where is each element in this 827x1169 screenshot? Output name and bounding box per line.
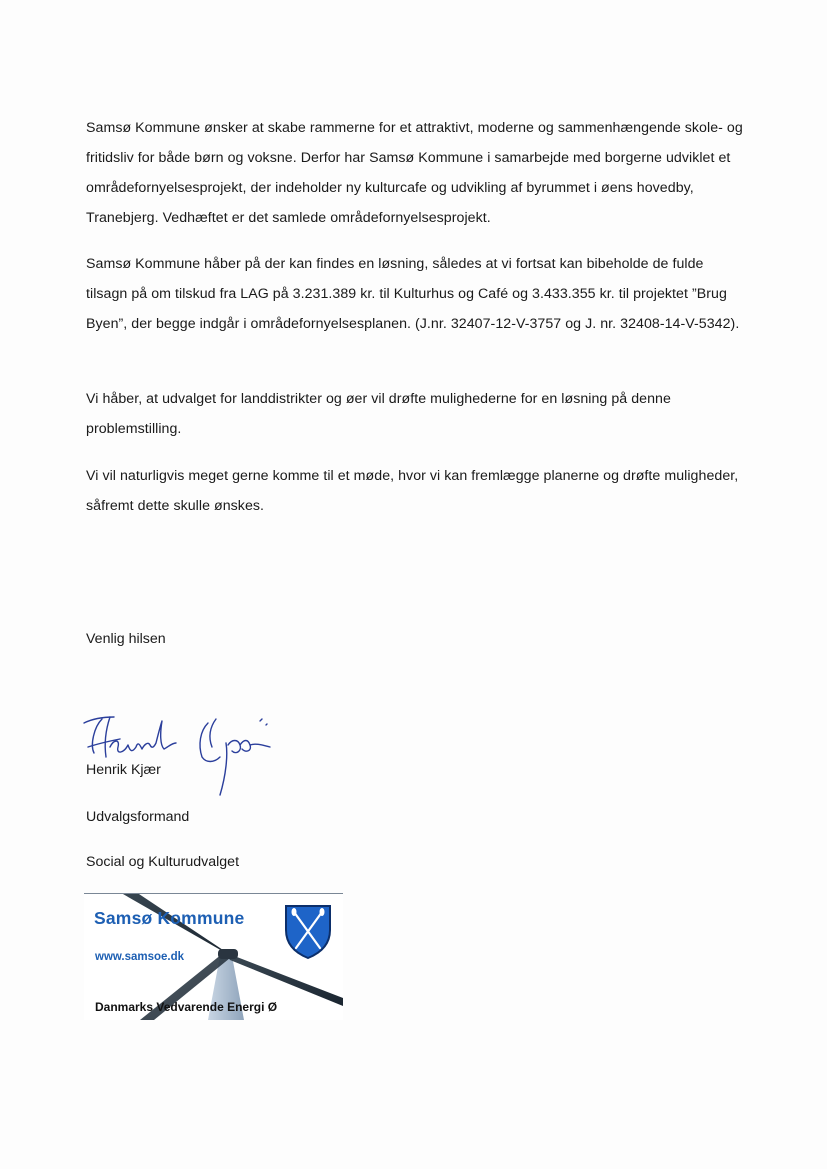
paragraph-text: Vi vil naturligvis meget gerne komme til et møde, hvor vi kan fremlægge planerne og drøfte muligheder, såfremt dette skulle ønskes. xyxy=(86,468,739,514)
signatory-title: Udvalgsformand xyxy=(86,809,190,825)
paragraph-funding xyxy=(86,249,746,339)
paragraph-text: Vi håber, at udvalget for landdistrikter og øer vil drøfte mulighederne for en løsning på denne problemstilling. xyxy=(86,391,671,437)
handwritten-signature xyxy=(80,705,290,805)
signatory-name: Henrik Kjær xyxy=(86,762,161,778)
logo-website: www.samsoe.dk xyxy=(95,951,185,963)
paragraph-text: Samsø Kommune håber på der kan findes en løsning, således at vi fortsat kan bibeholde de fulde tilsagn på om tilskud fra LAG på 3.231.389 kr. til Kulturhus og Café og 3.433.355 kr. til projektet ”Brug Byen”, der begge indgår i områdefornyelsesplanen. (J.nr. 32407-12-V-3757 og J. nr. 32408-14-V-5342). xyxy=(86,256,740,332)
paragraph-meeting xyxy=(86,461,746,521)
paragraph-intro xyxy=(86,113,746,233)
municipality-logo xyxy=(84,893,343,1020)
logo-tagline: Danmarks Vedvarende Energi Ø xyxy=(95,1000,278,1014)
logo-municipality-name: Samsø Kommune xyxy=(94,908,245,928)
paragraph-request xyxy=(86,384,746,444)
signatory-committee: Social og Kulturudvalget xyxy=(86,854,240,870)
paragraph-text: Samsø Kommune ønsker at skabe rammerne for et attraktivt, moderne og sammenhængende skole- og fritidsliv for både børn og voksne. Derfor har Samsø Kommune i samarbejde med borgerne udviklet et områdefornyelsesprojekt, der indeholder ny kulturcafe og udvikling af byrummet i øens hovedby, Tranebjerg. Vedhæftet er det samlede områdefornyelsesprojekt. xyxy=(86,120,743,226)
coat-of-arms-icon xyxy=(284,904,332,960)
closing-greeting: Venlig hilsen xyxy=(86,631,166,647)
